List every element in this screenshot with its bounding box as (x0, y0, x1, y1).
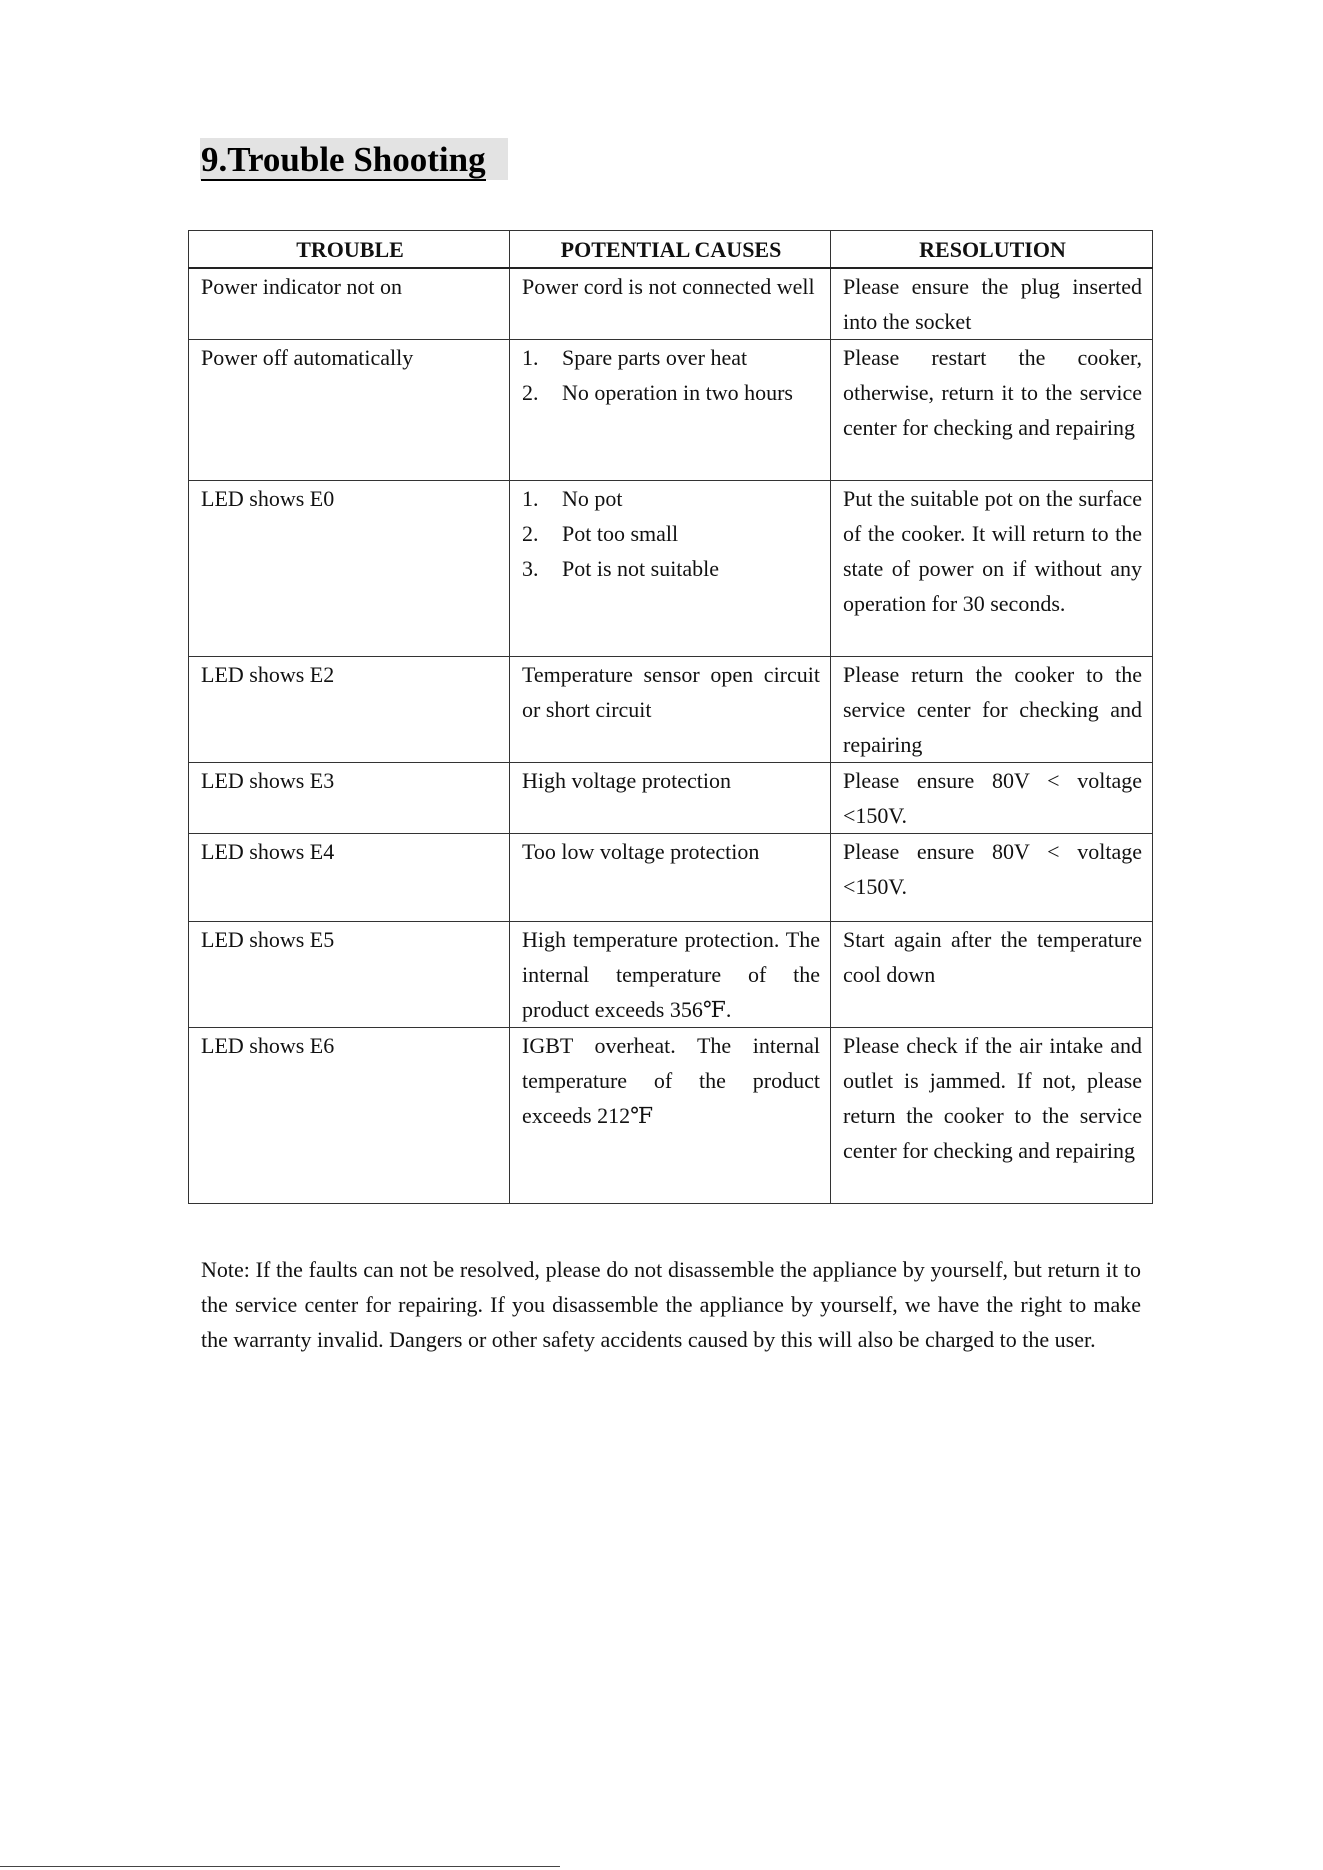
cell-trouble: LED shows E5 (189, 922, 510, 1028)
table-row (189, 1028, 1153, 1204)
table-header-row (189, 231, 1153, 269)
cell-trouble: LED shows E0 (189, 481, 510, 657)
list-item-number: 1. (522, 345, 539, 370)
list-item (522, 516, 820, 551)
header-potential-causes: POTENTIAL CAUSES (510, 231, 831, 269)
table-row (189, 763, 1153, 834)
table-row (189, 481, 1153, 657)
cell-trouble: LED shows E6 (189, 1028, 510, 1204)
cell-potential-causes: Power cord is not connected well (510, 268, 831, 340)
list-item-text: No pot (562, 486, 623, 511)
header-trouble: TROUBLE (189, 231, 510, 269)
cell-resolution: Start again after the temperature cool down (831, 922, 1153, 1028)
causes-list (522, 340, 820, 410)
list-item-number: 2. (522, 380, 539, 405)
list-item-text: Pot is not suitable (562, 556, 720, 581)
table-row (189, 922, 1153, 1028)
table-body (189, 268, 1153, 1204)
cell-trouble: LED shows E2 (189, 657, 510, 763)
cell-resolution: Please check if the air intake and outlet is jammed. If not, please return the cooker to the service center for checking and repairing (831, 1028, 1153, 1204)
cell-resolution: Please ensure 80V < voltage <150V. (831, 834, 1153, 922)
list-item-text: No operation in two hours (562, 380, 793, 405)
list-item-text: Spare parts over heat (562, 345, 748, 370)
note-paragraph: Note: If the faults can not be resolved, please do not disassemble the appliance by yourself, but return it to the service center for repairing. If you disassemble the appliance by yourself, we have the right to make the warranty invalid. Dangers or other safety accidents caused by this will also be charged to the user. (201, 1257, 1141, 1352)
list-item-text: Pot too small (562, 521, 679, 546)
cell-resolution: Please ensure the plug inserted into the socket (831, 268, 1153, 340)
cell-trouble: LED shows E4 (189, 834, 510, 922)
cell-potential-causes: IGBT overheat. The internal temperature of the product exceeds 212℉ (510, 1028, 831, 1204)
cell-resolution: Please return the cooker to the service center for checking and repairing (831, 657, 1153, 763)
causes-list (522, 481, 820, 586)
list-item (522, 551, 820, 586)
cell-trouble: LED shows E3 (189, 763, 510, 834)
cell-resolution: Put the suitable pot on the surface of the cooker. It will return to the state of power on if without any operation for 30 seconds. (831, 481, 1153, 657)
cell-potential-causes: Too low voltage protection (510, 834, 831, 922)
table-row (189, 268, 1153, 340)
cell-potential-causes: High voltage protection (510, 763, 831, 834)
footer-divider (0, 1866, 560, 1867)
cell-potential-causes (510, 340, 831, 481)
table-row (189, 834, 1153, 922)
list-item-number: 2. (522, 521, 539, 546)
cell-resolution: Please ensure 80V < voltage <150V. (831, 763, 1153, 834)
cell-trouble: Power indicator not on (189, 268, 510, 340)
list-item (522, 481, 820, 516)
section-heading: 9.Trouble Shooting (201, 140, 486, 179)
table-row (189, 340, 1153, 481)
list-item-number: 1. (522, 486, 539, 511)
table-row (189, 657, 1153, 763)
cell-potential-causes: High temperature protection. The internal temperature of the product exceeds 356℉. (510, 922, 831, 1028)
list-item-number: 3. (522, 556, 539, 581)
header-resolution: RESOLUTION (831, 231, 1153, 269)
cell-trouble: Power off automatically (189, 340, 510, 481)
cell-potential-causes (510, 481, 831, 657)
troubleshooting-table (188, 230, 1153, 1204)
cell-resolution: Please restart the cooker, otherwise, return it to the service center for checking and repairing (831, 340, 1153, 481)
cell-potential-causes: Temperature sensor open circuit or short circuit (510, 657, 831, 763)
list-item (522, 340, 820, 375)
list-item (522, 375, 820, 410)
